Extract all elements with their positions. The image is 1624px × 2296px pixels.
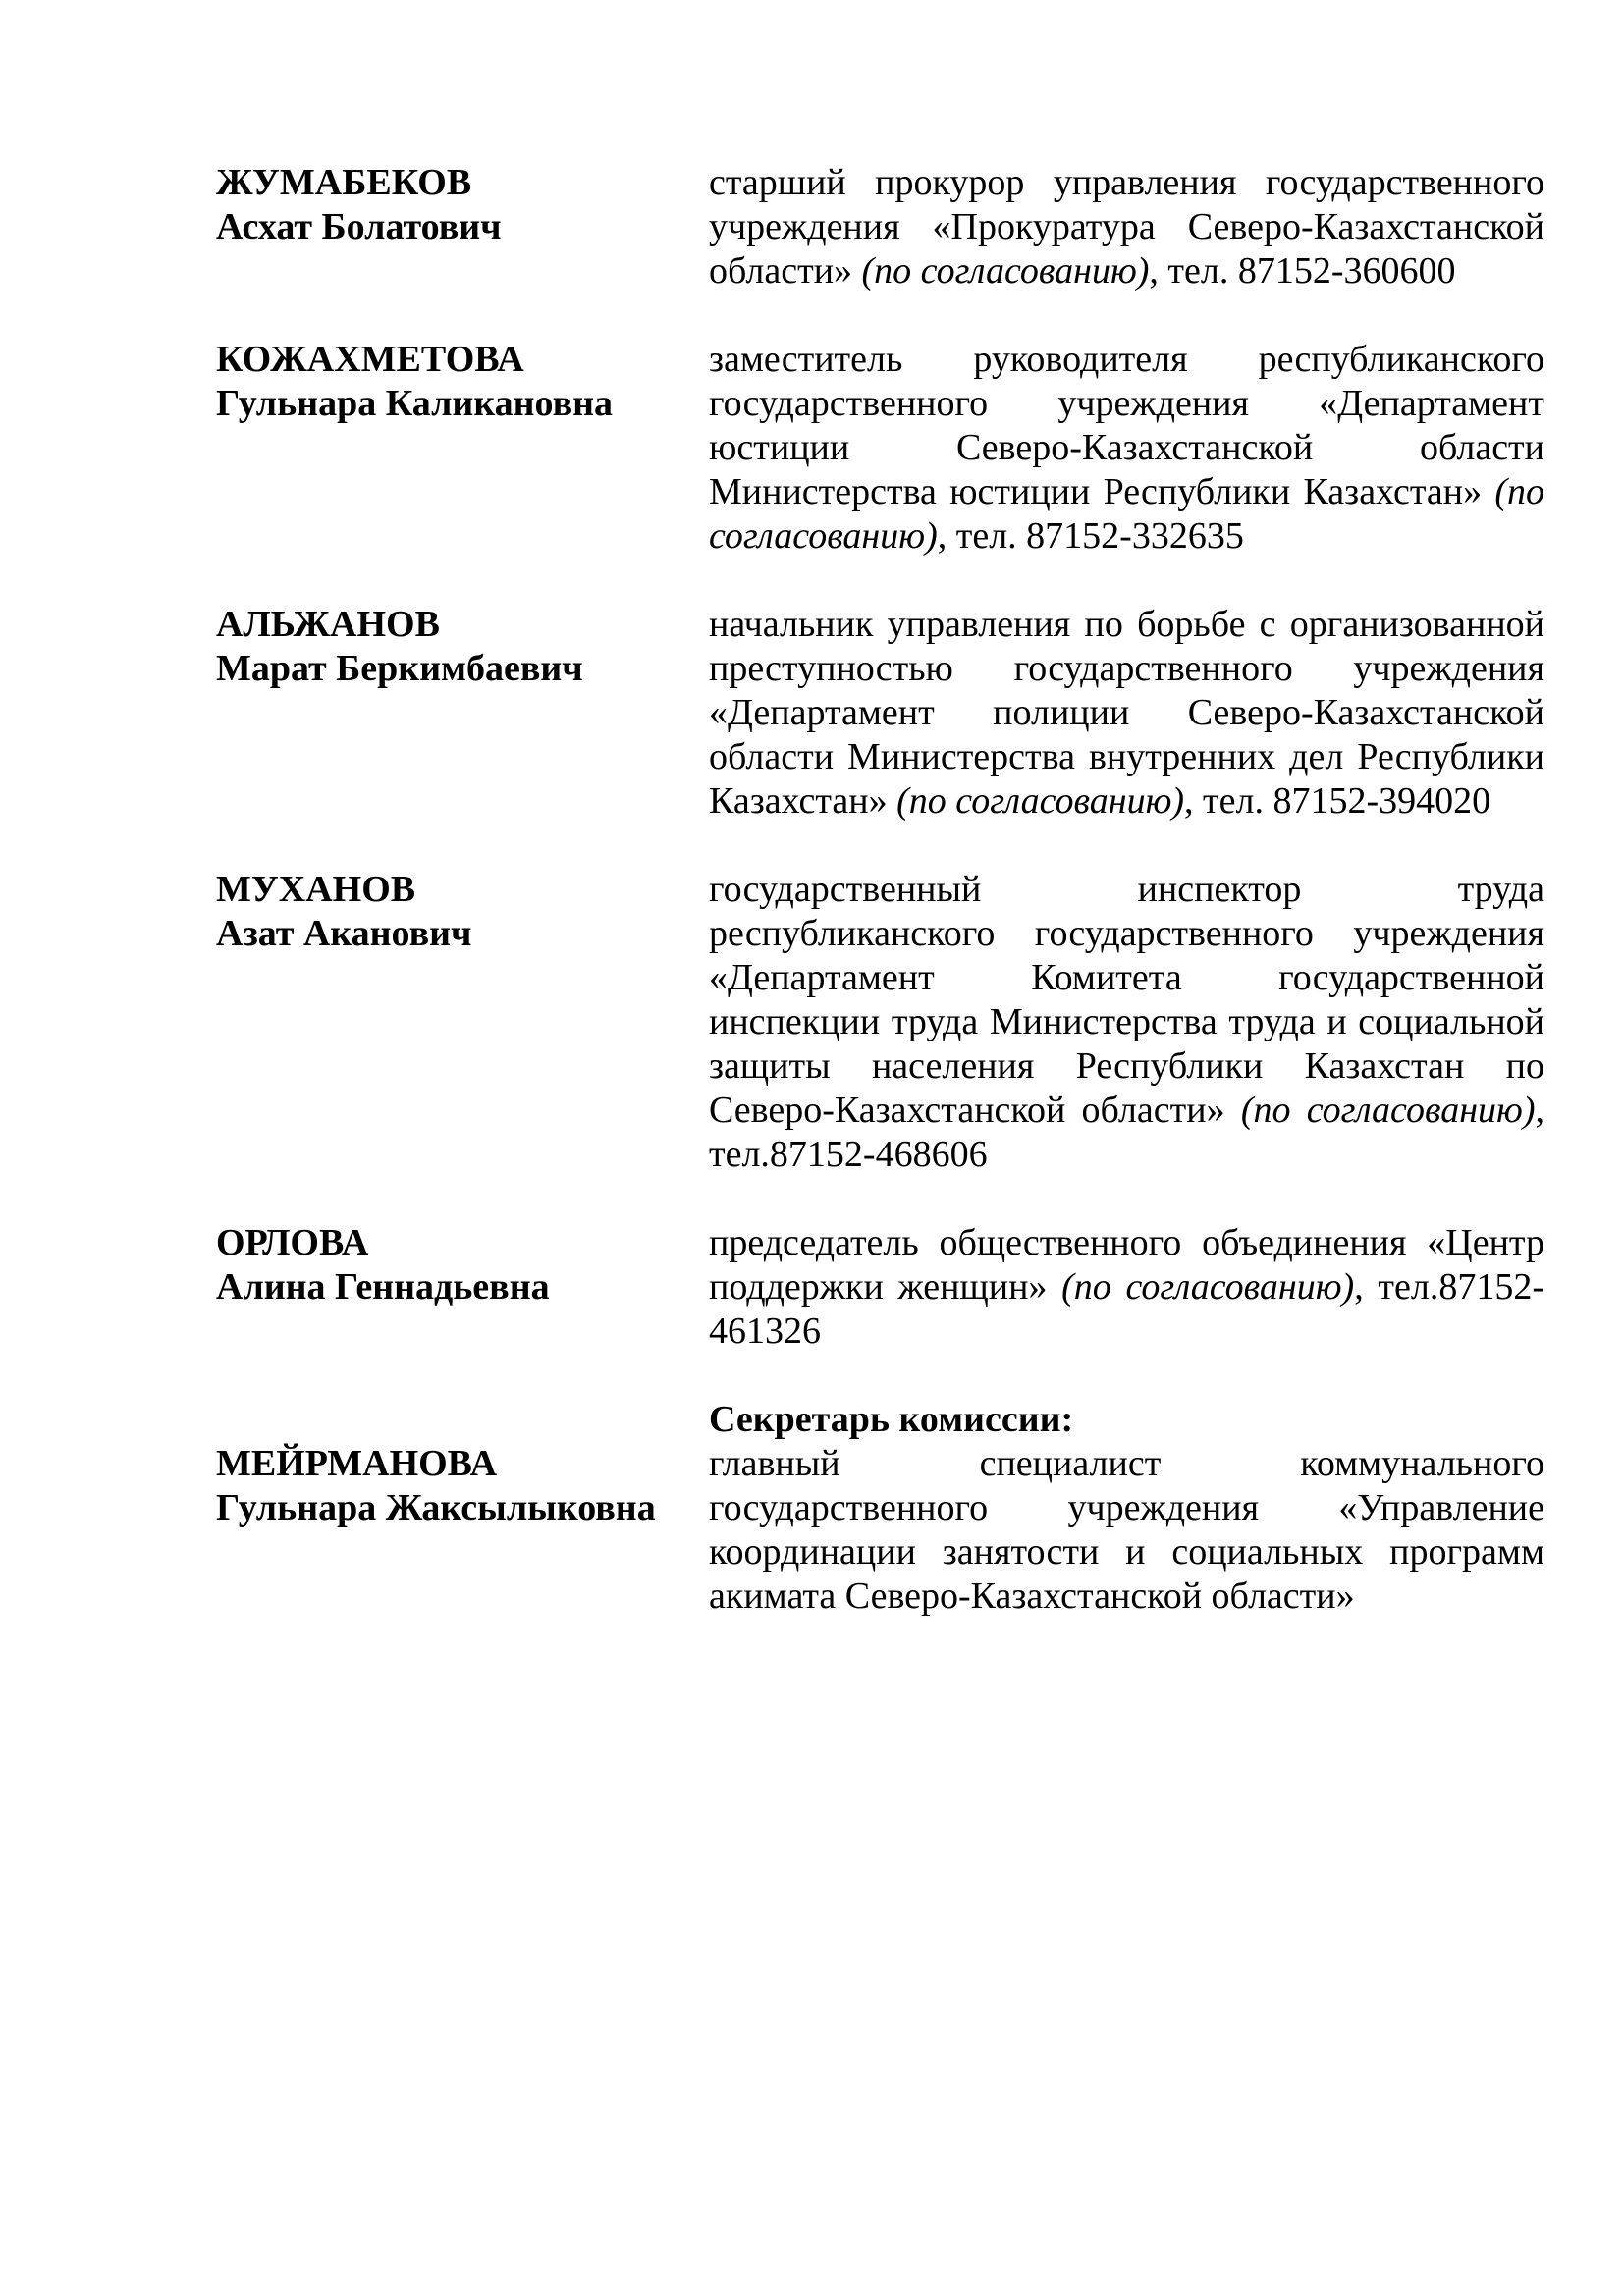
commission-member-entry xyxy=(216,868,1544,1177)
member-role-description xyxy=(709,1221,1544,1354)
member-given-names: Марат Беркимбаевич xyxy=(216,648,583,689)
role-text: главный специалист коммунального государственного учреждения «Управление координации занятости и социальных программ акимата Северо-Казахстанской области» xyxy=(709,1443,1544,1617)
commission-secretary-entry xyxy=(216,1398,1544,1619)
member-name xyxy=(216,603,709,824)
member-name xyxy=(216,338,709,559)
member-surname: МЕЙРМАНОВА xyxy=(216,1443,498,1484)
role-text: старший прокурор управления государственного учреждения «Прокуратура Северо-Казахстанской области» xyxy=(709,162,1544,292)
member-role-description xyxy=(709,161,1544,294)
commission-member-entry xyxy=(216,1221,1544,1354)
commission-member-entry xyxy=(216,161,1544,294)
member-role-description xyxy=(709,338,1544,559)
secretary-heading: Секретарь комиссии: xyxy=(709,1399,1074,1440)
commission-member-entry xyxy=(216,603,1544,824)
role-text: председатель общественного объединения «Центр поддержки женщин» xyxy=(709,1222,1544,1308)
member-phone-text: , тел.87152-461326 xyxy=(709,1266,1545,1352)
member-surname: АЛЬЖАНОВ xyxy=(216,604,440,645)
member-given-names: Азат Аканович xyxy=(216,913,472,954)
role-text: государственный инспектор труда республиканского государственного учреждения «Департамент Комитета государственной инспекции труда Министерства труда и социальной защиты населения Республики Казахстан по Северо-Казахстанской области» xyxy=(709,869,1544,1131)
member-role-description xyxy=(709,603,1544,824)
agreement-note: (по согласованию) xyxy=(1061,1266,1355,1308)
member-surname: ЖУМАБЕКОВ xyxy=(216,162,472,203)
member-phone-text: , тел.87152-468606 xyxy=(709,1090,1544,1175)
member-given-names: Асхат Болатович xyxy=(216,206,502,247)
member-phone-text: , тел. 87152-394020 xyxy=(1184,780,1491,822)
member-role-description xyxy=(709,1398,1544,1619)
member-role-description xyxy=(709,868,1544,1177)
agreement-note: (по согласованию) xyxy=(1240,1090,1536,1131)
agreement-note: (по согласованию) xyxy=(896,780,1185,822)
member-surname: МУХАНОВ xyxy=(216,869,416,910)
agreement-note: (по согласованию) xyxy=(709,471,1544,557)
role-text: начальник управления по борьбе с организованной преступностью государственного учреждения «Департамент полиции Северо-Казахстанской области Министерства внутренних дел Республики Казахстан» xyxy=(709,604,1544,822)
member-given-names: Алина Геннадьевна xyxy=(216,1266,550,1308)
agreement-note: (по согласованию) xyxy=(861,250,1150,292)
role-text: заместитель руководителя республиканского государственного учреждения «Департамент юстиции Северо-Казахстанской области Министерства юстиции Республики Казахстан» xyxy=(709,339,1544,512)
member-name xyxy=(216,1221,709,1354)
member-given-names: Гульнара Жаксылыковна xyxy=(216,1487,656,1528)
member-surname: ОРЛОВА xyxy=(216,1222,369,1263)
member-phone-text: , тел. 87152-360600 xyxy=(1149,250,1456,292)
commission-member-entry xyxy=(216,338,1544,559)
member-given-names: Гульнара Каликановна xyxy=(216,383,614,424)
member-name xyxy=(216,161,709,294)
member-surname: КОЖАХМЕТОВА xyxy=(216,339,524,380)
member-name xyxy=(216,868,709,1177)
member-name xyxy=(216,1398,709,1619)
member-phone-text: , тел. 87152-332635 xyxy=(937,515,1244,557)
